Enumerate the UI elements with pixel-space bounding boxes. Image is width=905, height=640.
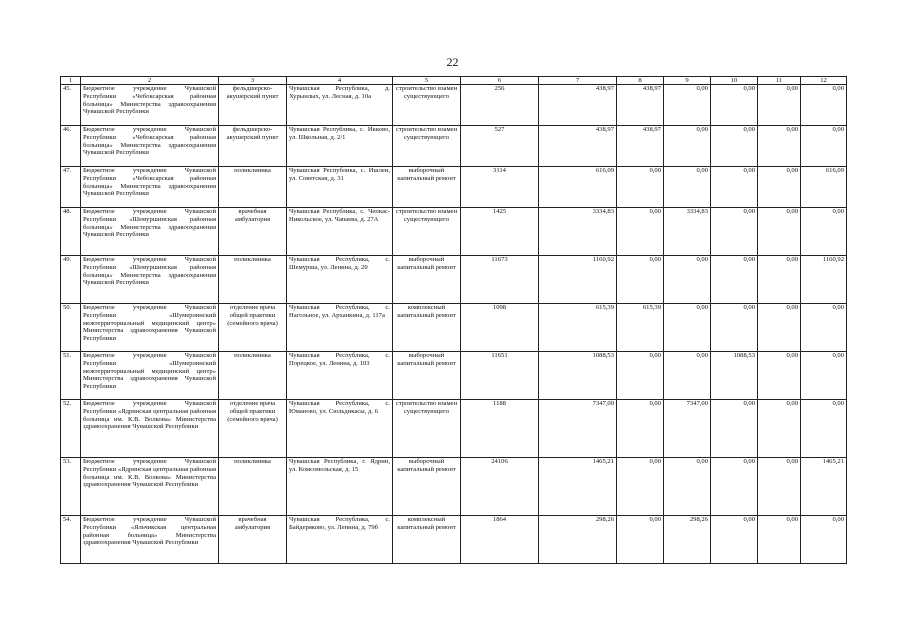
facility-type: врачебная амбулатория [219, 208, 287, 256]
row-number: 45. [61, 85, 81, 126]
amount-col-8: 438,97 [617, 85, 664, 126]
amount-col-9: 3334,83 [664, 208, 711, 256]
header-cell: 8 [617, 77, 664, 85]
row-number: 48. [61, 208, 81, 256]
header-row [61, 77, 847, 85]
amount-col-9: 0,00 [664, 256, 711, 304]
amount-col-9: 0,00 [664, 167, 711, 208]
facility-type: поликлиника [219, 256, 287, 304]
facility-area: 1864 [461, 516, 539, 564]
facility-area: 11651 [461, 352, 539, 400]
amount-col-11: 0,00 [758, 352, 801, 400]
work-type: комплексный капитальный ремонт [393, 304, 461, 352]
facility-address: Чувашская Республика, с. Шемурша, ул. Ленина, д. 20 [287, 256, 393, 304]
amount-col-9: 0,00 [664, 458, 711, 516]
amount-col-8: 615,39 [617, 304, 664, 352]
total-amount: 1088,53 [539, 352, 617, 400]
header-cell: 11 [758, 77, 801, 85]
organization-name: Бюджетное учреждение Чувашской Республики «Чебоксарская районная больница» Министерства здравоохранения Чувашской Республики [81, 167, 219, 208]
facility-area: 3114 [461, 167, 539, 208]
facility-area: 527 [461, 126, 539, 167]
total-amount: 438,97 [539, 85, 617, 126]
amount-col-10: 0,00 [711, 126, 758, 167]
amount-col-8: 0,00 [617, 458, 664, 516]
amount-col-12: 0,00 [801, 85, 847, 126]
row-number: 54. [61, 516, 81, 564]
header-cell: 2 [81, 77, 219, 85]
amount-col-12: 0,00 [801, 516, 847, 564]
facility-address: Чувашская Республика, с. Чепкас-Никольское, ул. Чапаева, д. 27А [287, 208, 393, 256]
amount-col-11: 0,00 [758, 167, 801, 208]
work-type: строительство взамен существующего [393, 208, 461, 256]
organization-name: Бюджетное учреждение Чувашской Республики «Ядринская центральная районная больница им. К.В. Волкова» Министерства здравоохранения Чувашской Республики [81, 400, 219, 458]
header-cell: 4 [287, 77, 393, 85]
facility-type: отделение врача общей практики (семейного врача) [219, 304, 287, 352]
work-type: строительство взамен существующего [393, 126, 461, 167]
header-cell: 12 [801, 77, 847, 85]
organization-name: Бюджетное учреждение Чувашской Республики «Чебоксарская районная больница» Министерства здравоохранения Чувашской Республики [81, 126, 219, 167]
organization-name: Бюджетное учреждение Чувашской Республики «Шумерлинский межтерриториальный медицинский центр» Министерства здравоохранения Чувашской Республики [81, 352, 219, 400]
facility-address: Чувашская Республика, с. Порецкое, ул. Ленина, д. 103 [287, 352, 393, 400]
header-cell: 9 [664, 77, 711, 85]
amount-col-12: 0,00 [801, 352, 847, 400]
table-row [61, 304, 847, 352]
facility-address: Чувашская Республика, с. Икково, ул. Школьная, д. 2/1 [287, 126, 393, 167]
amount-col-10: 0,00 [711, 400, 758, 458]
amount-col-8: 0,00 [617, 352, 664, 400]
table-row [61, 352, 847, 400]
facility-address: Чувашская Республика, г. Ядрин, ул. Комсомольская, д. 15 [287, 458, 393, 516]
header-cell: 5 [393, 77, 461, 85]
work-type: строительство взамен существующего [393, 85, 461, 126]
facility-type: поликлиника [219, 352, 287, 400]
amount-col-12: 0,00 [801, 400, 847, 458]
amount-col-9: 0,00 [664, 352, 711, 400]
facility-type: отделение врача общей практики (семейного врача) [219, 400, 287, 458]
total-amount: 298,26 [539, 516, 617, 564]
amount-col-11: 0,00 [758, 208, 801, 256]
amount-col-11: 0,00 [758, 126, 801, 167]
facility-area: 24106 [461, 458, 539, 516]
amount-col-11: 0,00 [758, 304, 801, 352]
row-number: 47. [61, 167, 81, 208]
amount-col-11: 0,00 [758, 256, 801, 304]
amount-col-8: 0,00 [617, 516, 664, 564]
table-row [61, 126, 847, 167]
facility-type: поликлиника [219, 458, 287, 516]
amount-col-8: 0,00 [617, 256, 664, 304]
table-row [61, 458, 847, 516]
amount-col-8: 0,00 [617, 167, 664, 208]
amount-col-10: 0,00 [711, 85, 758, 126]
facility-area: 1188 [461, 400, 539, 458]
table-row [61, 208, 847, 256]
amount-col-12: 0,00 [801, 304, 847, 352]
facility-address: Чувашская Республика, д. Хурынлых, ул. Лесная, д. 10а [287, 85, 393, 126]
facility-type: фельдшерско-акушерский пункт [219, 85, 287, 126]
row-number: 53. [61, 458, 81, 516]
table-row [61, 167, 847, 208]
facility-type: поликлиника [219, 167, 287, 208]
amount-col-8: 438,97 [617, 126, 664, 167]
amount-col-10: 0,00 [711, 208, 758, 256]
header-cell: 1 [61, 77, 81, 85]
facility-type: фельдшерско-акушерский пункт [219, 126, 287, 167]
facility-area: 11673 [461, 256, 539, 304]
organization-name: Бюджетное учреждение Чувашской Республики «Шумерлинский межтерриториальный медицинский центр» Министерства здравоохранения Чувашской Республики [81, 304, 219, 352]
data-table [60, 76, 847, 564]
work-type: выборочный капитальный ремонт [393, 352, 461, 400]
total-amount: 615,39 [539, 304, 617, 352]
row-number: 50. [61, 304, 81, 352]
row-number: 49. [61, 256, 81, 304]
facility-address: Чувашская Республика, с. Юманово, ул. Сюльдикасы, д. 6 [287, 400, 393, 458]
row-number: 52. [61, 400, 81, 458]
amount-col-11: 0,00 [758, 516, 801, 564]
amount-col-12: 0,00 [801, 208, 847, 256]
table-row [61, 516, 847, 564]
organization-name: Бюджетное учреждение Чувашской Республики «Ядринская центральная районная больница им. К.В. Волкова» Министерства здравоохранения Чувашской Республики [81, 458, 219, 516]
amount-col-8: 0,00 [617, 208, 664, 256]
facility-area: 256 [461, 85, 539, 126]
organization-name: Бюджетное учреждение Чувашской Республики «Шемуршинская районная больница» Министерства здравоохранения Чувашской Республики [81, 256, 219, 304]
row-number: 46. [61, 126, 81, 167]
amount-col-12: 616,09 [801, 167, 847, 208]
total-amount: 616,09 [539, 167, 617, 208]
total-amount: 438,97 [539, 126, 617, 167]
amount-col-9: 7347,00 [664, 400, 711, 458]
facility-address: Чувашская Республика, с. Ишлеи, ул. Советская, д. 31 [287, 167, 393, 208]
amount-col-10: 0,00 [711, 167, 758, 208]
header-cell: 3 [219, 77, 287, 85]
work-type: строительство взамен существующего [393, 400, 461, 458]
total-amount: 3334,83 [539, 208, 617, 256]
amount-col-12: 1465,21 [801, 458, 847, 516]
total-amount: 1465,21 [539, 458, 617, 516]
organization-name: Бюджетное учреждение Чувашской Республики «Чебоксарская районная больница» Министерства здравоохранения Чувашской Республики [81, 85, 219, 126]
amount-col-10: 0,00 [711, 458, 758, 516]
work-type: выборочный капитальный ремонт [393, 458, 461, 516]
amount-col-11: 0,00 [758, 458, 801, 516]
table-row [61, 256, 847, 304]
amount-col-9: 0,00 [664, 304, 711, 352]
total-amount: 7347,00 [539, 400, 617, 458]
facility-address: Чувашская Республика, с. Нагольное, ул. Арханкина, д. 117а [287, 304, 393, 352]
amount-col-8: 0,00 [617, 400, 664, 458]
facility-type: врачебная амбулатория [219, 516, 287, 564]
header-cell: 6 [461, 77, 539, 85]
organization-name: Бюджетное учреждение Чувашской Республики «Яльчикская центральная районная больница» Министерства здравоохранения Чувашской Республики [81, 516, 219, 564]
row-number: 51. [61, 352, 81, 400]
page-number: 22 [446, 55, 459, 69]
amount-col-10: 0,00 [711, 304, 758, 352]
amount-col-11: 0,00 [758, 85, 801, 126]
facility-area: 1425 [461, 208, 539, 256]
work-type: выборочный капитальный ремонт [393, 256, 461, 304]
amount-col-10: 1088,53 [711, 352, 758, 400]
amount-col-11: 0,00 [758, 400, 801, 458]
facility-address: Чувашская Республика, с. Байдеряково, ул. Ленина, д. 79б [287, 516, 393, 564]
work-type: комплексный капитальный ремонт [393, 516, 461, 564]
facility-area: 1098 [461, 304, 539, 352]
amount-col-10: 0,00 [711, 516, 758, 564]
table-row [61, 85, 847, 126]
header-cell: 10 [711, 77, 758, 85]
amount-col-10: 0,00 [711, 256, 758, 304]
table-row [61, 400, 847, 458]
amount-col-9: 0,00 [664, 85, 711, 126]
amount-col-9: 0,00 [664, 126, 711, 167]
header-cell: 7 [539, 77, 617, 85]
work-type: выборочный капитальный ремонт [393, 167, 461, 208]
total-amount: 1160,92 [539, 256, 617, 304]
organization-name: Бюджетное учреждение Чувашской Республики «Шемуршинская районная больница» Министерства здравоохранения Чувашской Республики [81, 208, 219, 256]
amount-col-12: 0,00 [801, 126, 847, 167]
amount-col-12: 1160,92 [801, 256, 847, 304]
amount-col-9: 298,26 [664, 516, 711, 564]
